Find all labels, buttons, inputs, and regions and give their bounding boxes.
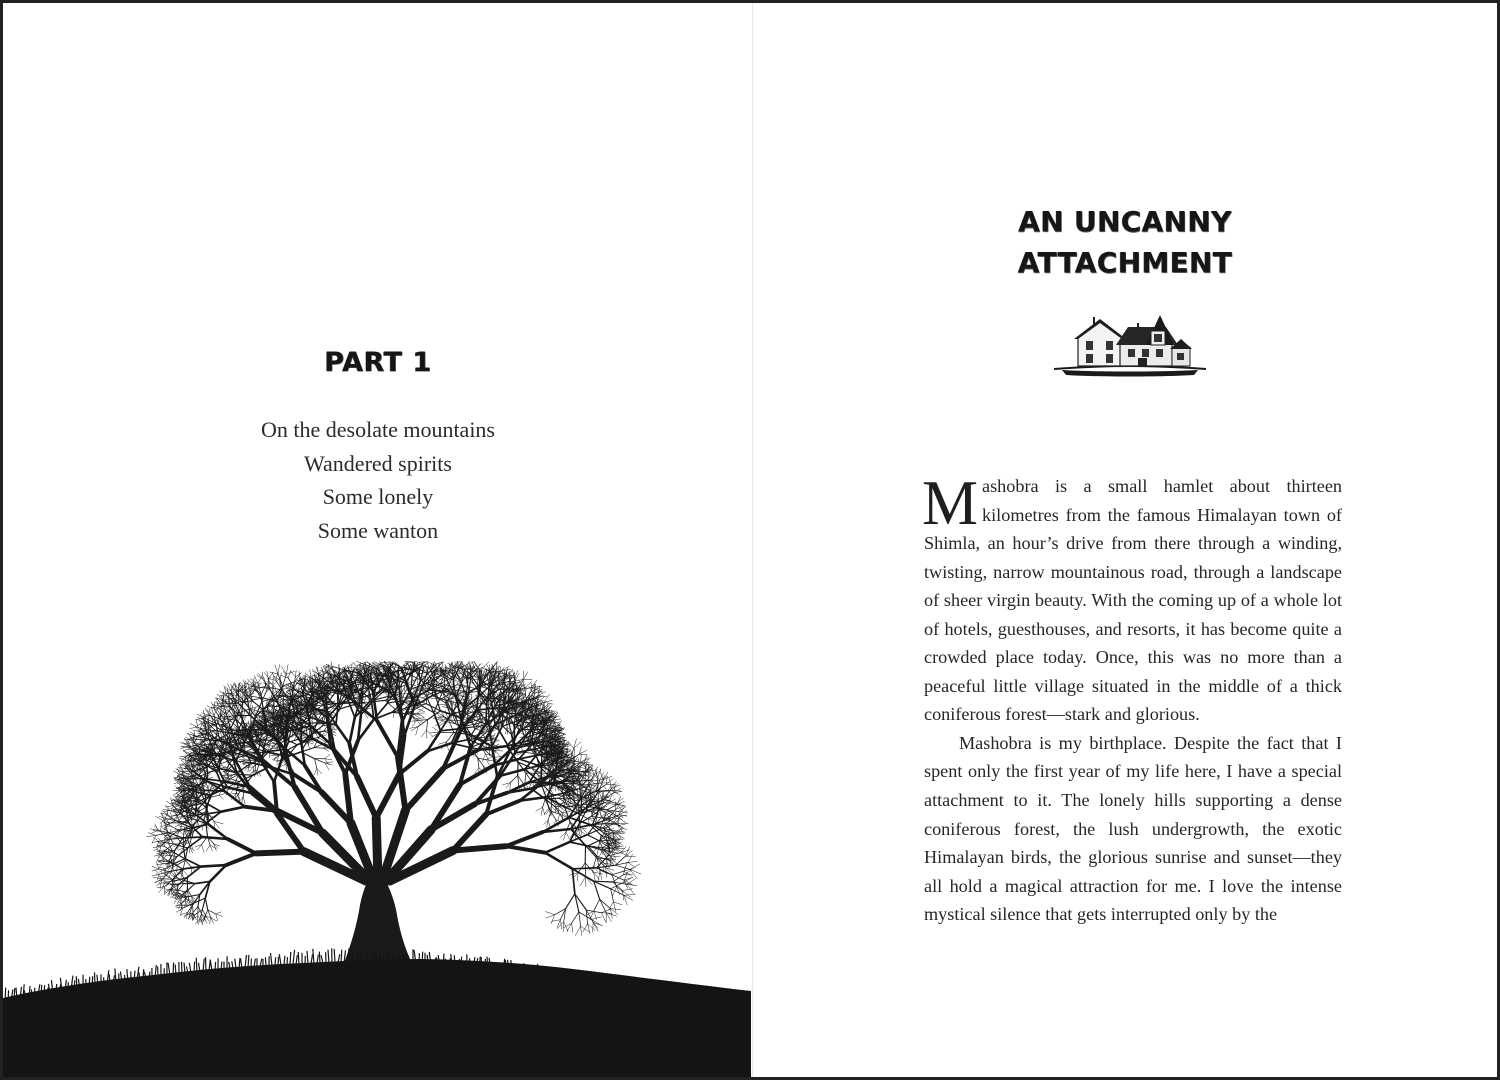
chapter-body [922, 468, 1342, 929]
left-page [3, 3, 753, 1077]
epigraph-line: On the desolate mountains [260, 417, 495, 442]
paragraph: Mashobra is my birthplace. Despite the fact that I spent only the first year of my life here, I have a special attachment to it. The lonely hills supporting a dense coniferous forest, the lush undergrowth, the exotic Himalayan birds, the glorious sunrise and sunset—they all hold a magical attraction for me. I love the intense mystical silence that gets interrupted only by the [924, 732, 1342, 925]
chapter-title [753, 201, 1497, 283]
epigraph [3, 413, 753, 547]
part-title: PART 1 [324, 347, 432, 378]
epigraph-line: Some lonely [322, 484, 434, 509]
drop-cap: M [922, 468, 979, 538]
paragraph [922, 468, 1342, 729]
paragraph-text: ashobra is a small hamlet about thirteen kilometres from the famous Himalayan town of Shimla, an hour’s drive from there through a winding, twisting, narrow mountainous road, through a landscape of sheer virgin beauty. With the coming up of a whole lot of hotels, guesthouses, and resorts, it has become quite a crowded place today. Once, this was no more than a peaceful little village situated in the middle of a thick coniferous forest—stark and glorious. [924, 476, 1342, 725]
epigraph-line: Wandered spirits [304, 450, 452, 476]
tree-branches [147, 661, 641, 936]
old-house-ornament [1054, 309, 1206, 379]
chapter-title-line: ATTACHMENT [1017, 246, 1233, 279]
right-page [753, 3, 1497, 1077]
chapter-title-line: AN UNCANNY [1018, 205, 1232, 238]
epigraph-line: Some wanton [317, 517, 439, 543]
tree-silhouette-illustration [3, 653, 753, 1080]
